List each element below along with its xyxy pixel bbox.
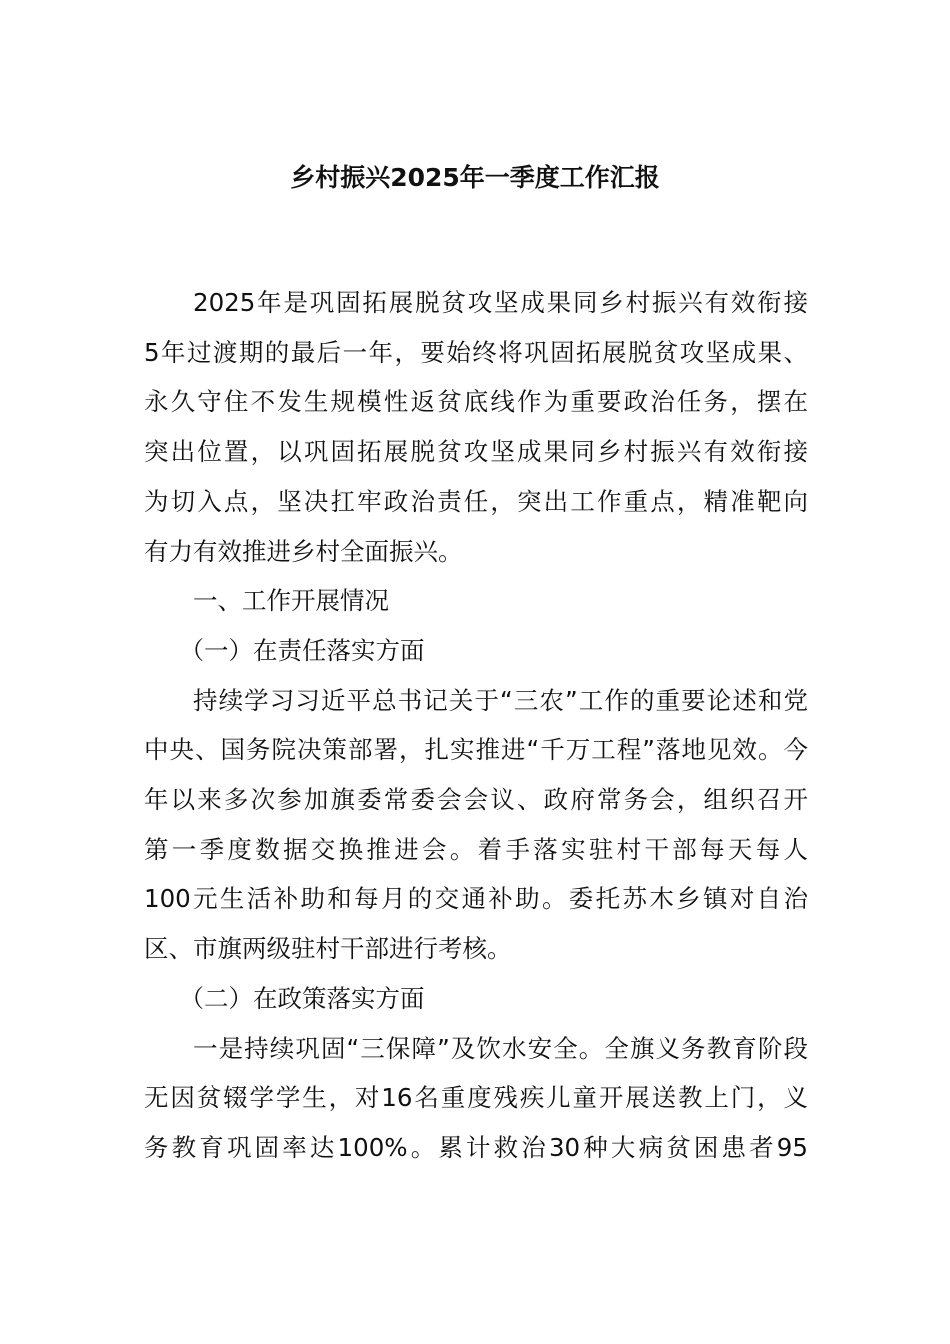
text-line: 5年过渡期的最后一年，要始终将巩固拓展脱贫攻坚成果、 <box>144 337 808 367</box>
text-line: 100元生活补助和每月的交通补助。委托苏木乡镇对自治 <box>144 884 808 914</box>
text-line: 2025年是巩固拓展脱贫攻坚成果同乡村振兴有效衔接 <box>193 288 808 317</box>
responsibility-paragraph <box>144 676 808 974</box>
document-body <box>144 278 808 1173</box>
text-line: 年以来多次参加旗委常委会会议、政府常务会，组织召开 <box>144 785 808 815</box>
text-line: 务教育巩固率达100%。累计救治30种大病贫困患者95 <box>144 1132 808 1162</box>
text-line: 突出位置，以巩固拓展脱贫攻坚成果同乡村振兴有效衔接 <box>144 437 808 467</box>
text-line: 第一季度数据交换推进会。着手落实驻村干部每天每人 <box>144 834 808 864</box>
policy-paragraph <box>144 1024 808 1173</box>
text-line: 持续学习习近平总书记关于“三农”工作的重要论述和党 <box>193 685 808 715</box>
text-line: 区、市旗两级驻村干部进行考核。 <box>144 934 512 964</box>
text-line: 中央、国务院决策部署，扎实推进“千万工程”落地见效。今 <box>144 735 808 765</box>
section-heading: 一、工作开展情况 <box>193 586 389 616</box>
text-line: 永久守住不发生规模性返贫底线作为重要政治任务，摆在 <box>144 387 808 417</box>
text-line: 一是持续巩固“三保障”及饮水安全。全旗义务教育阶段 <box>193 1033 808 1063</box>
text-line: 有力有效推进乡村全面振兴。 <box>144 536 463 566</box>
document-title: 乡村振兴2025年一季度工作汇报 <box>290 163 660 192</box>
subsection-heading: （二）在政策落实方面 <box>179 983 425 1013</box>
text-line: 为切入点，坚决扛牢政治责任，突出工作重点，精准靶向 <box>144 486 808 516</box>
subsection-heading: （一）在责任落实方面 <box>179 635 425 665</box>
intro-paragraph <box>144 278 808 576</box>
text-line: 无因贫辍学学生，对16名重度残疾儿童开展送教上门，义 <box>144 1083 808 1113</box>
